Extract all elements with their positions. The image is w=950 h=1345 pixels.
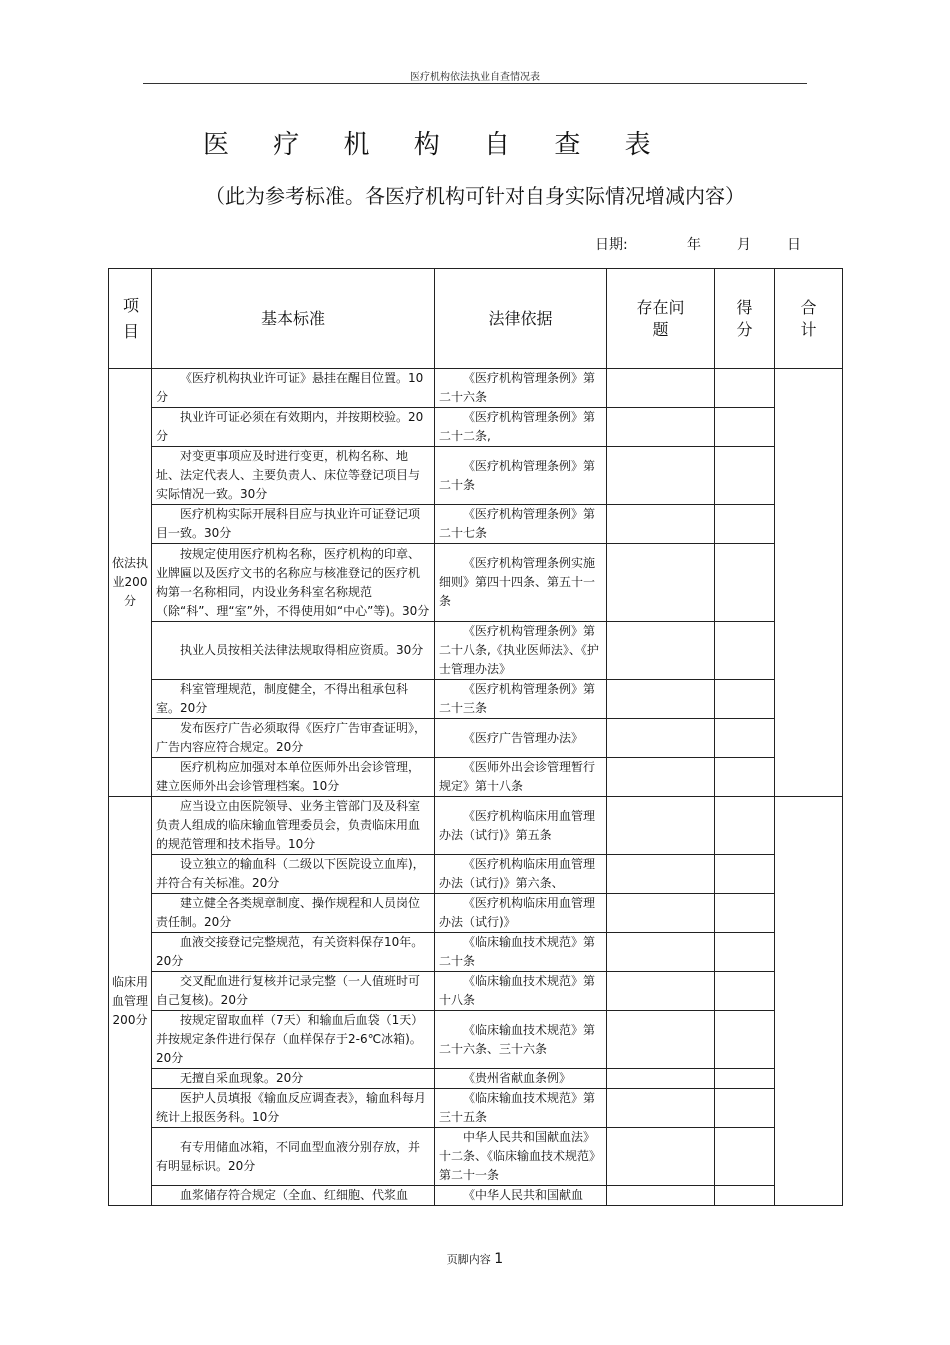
law-cell: 《临床输血技术规范》第二十条 <box>435 933 607 972</box>
score-cell[interactable] <box>715 1089 775 1128</box>
col-standard: 基本标准 <box>152 269 435 369</box>
page-footer <box>0 1251 950 1267</box>
law-cell: 《临床输血技术规范》第二十六条、三十六条 <box>435 1011 607 1069</box>
date-day: 日 <box>787 237 801 253</box>
law-cell: 中华人民共和国献血法》十二条、《临床输血技术规范》第二十一条 <box>435 1128 607 1186</box>
score-cell[interactable] <box>715 758 775 797</box>
law-cell: 《中华人民共和国献血 <box>435 1186 607 1206</box>
table-row <box>109 855 843 894</box>
standard-cell: 发布医疗广告必须取得《医疗广告审查证明》，广告内容应符合规定。20分 <box>152 719 435 758</box>
score-cell[interactable] <box>715 505 775 544</box>
table-row <box>109 1128 843 1186</box>
law-cell: 《医疗机构管理条例》第二十六条 <box>435 369 607 408</box>
standard-cell: 有专用储血冰箱，不同血型血液分别存放，并有明显标识。20分 <box>152 1128 435 1186</box>
problem-cell[interactable] <box>607 894 715 933</box>
date-label: 日期: <box>595 237 628 253</box>
standard-cell: 医疗机构应加强对本单位医师外出会诊管理，建立医师外出会诊管理档案。10分 <box>152 758 435 797</box>
score-cell[interactable] <box>715 1186 775 1206</box>
page-subtitle: （此为参考标准。各医疗机构可针对自身实际情况增减内容） <box>205 184 745 208</box>
law-cell: 《医疗机构管理条例》第二十七条 <box>435 505 607 544</box>
standard-cell: 医护人员填报《输血反应调查表》，输血科每月统计上报医务科。10分 <box>152 1089 435 1128</box>
checklist-table <box>108 268 843 1206</box>
table-row <box>109 544 843 622</box>
problem-cell[interactable] <box>607 369 715 408</box>
score-cell[interactable] <box>715 447 775 505</box>
score-cell[interactable] <box>715 1011 775 1069</box>
problem-cell[interactable] <box>607 758 715 797</box>
standard-cell: 科室管理规范，制度健全，不得出租承包科室。20分 <box>152 680 435 719</box>
problem-cell[interactable] <box>607 1186 715 1206</box>
table-row <box>109 758 843 797</box>
standard-cell: 按规定留取血样（7天）和输血后血袋（1天）并按规定条件进行保存（血样保存于2-6℃冰箱)。20分 <box>152 1011 435 1069</box>
standard-cell: 血液交接登记完整规范，有关资料保存10年。20分 <box>152 933 435 972</box>
problem-cell[interactable] <box>607 797 715 855</box>
score-cell[interactable] <box>715 972 775 1011</box>
header-row <box>109 269 843 369</box>
score-cell[interactable] <box>715 933 775 972</box>
score-cell[interactable] <box>715 1128 775 1186</box>
score-cell[interactable] <box>715 408 775 447</box>
problem-cell[interactable] <box>607 972 715 1011</box>
score-cell[interactable] <box>715 680 775 719</box>
table-row <box>109 1089 843 1128</box>
running-header: 医疗机构依法执业自查情况表 <box>410 72 540 83</box>
table-row <box>109 369 843 408</box>
footer-text: 页脚内容 <box>446 1253 491 1266</box>
problem-cell[interactable] <box>607 544 715 622</box>
total-cell[interactable] <box>775 369 843 797</box>
law-cell: 《医疗机构管理条例实施细则》第四十四条、第五十一条 <box>435 544 607 622</box>
problem-cell[interactable] <box>607 719 715 758</box>
law-cell: 《医疗机构管理条例》第二十八条,《执业医师法》、《护士管理办法》 <box>435 622 607 680</box>
col-item: 项 目 <box>109 269 152 369</box>
problem-cell[interactable] <box>607 855 715 894</box>
table-row <box>109 1011 843 1069</box>
law-cell: 《临床输血技术规范》第十八条 <box>435 972 607 1011</box>
table-row <box>109 447 843 505</box>
law-cell: 《临床输血技术规范》第三十五条 <box>435 1089 607 1128</box>
col-total: 合计 <box>775 269 843 369</box>
score-cell[interactable] <box>715 797 775 855</box>
table-row <box>109 719 843 758</box>
col-law: 法律依据 <box>435 269 607 369</box>
score-cell[interactable] <box>715 719 775 758</box>
law-cell: 《医疗机构管理条例》第二十三条 <box>435 680 607 719</box>
standard-cell: 执业许可证必须在有效期内，并按期校验。20分 <box>152 408 435 447</box>
standard-cell: 执业人员按相关法律法规取得相应资质。30分 <box>152 622 435 680</box>
date-line <box>595 234 801 254</box>
table-row <box>109 505 843 544</box>
standard-cell: 建立健全各类规章制度、操作规程和人员岗位责任制。20分 <box>152 894 435 933</box>
score-cell[interactable] <box>715 1069 775 1089</box>
table-row <box>109 797 843 855</box>
standard-cell: 医疗机构实际开展科目应与执业许可证登记项目一致。30分 <box>152 505 435 544</box>
problem-cell[interactable] <box>607 622 715 680</box>
page-title: 医 疗 机 构 自 查 表 <box>203 130 669 160</box>
problem-cell[interactable] <box>607 933 715 972</box>
law-cell: 《医师外出会诊管理暂行规定》第十八条 <box>435 758 607 797</box>
problem-cell[interactable] <box>607 680 715 719</box>
date-year: 年 <box>687 237 701 253</box>
table-row <box>109 894 843 933</box>
date-month: 月 <box>737 237 751 253</box>
score-cell[interactable] <box>715 369 775 408</box>
law-cell: 《医疗机构临床用血管理办法（试行)》第五条 <box>435 797 607 855</box>
problem-cell[interactable] <box>607 1011 715 1069</box>
law-cell: 《医疗广告管理办法》 <box>435 719 607 758</box>
score-cell[interactable] <box>715 544 775 622</box>
table-row <box>109 622 843 680</box>
standard-cell: 血浆储存符合规定（全血、红细胞、代浆血 <box>152 1186 435 1206</box>
problem-cell[interactable] <box>607 1069 715 1089</box>
standard-cell: 按规定使用医疗机构名称，医疗机构的印章、业牌匾以及医疗文书的名称应与核准登记的医疗机构第一名称相同，内设业务科室名称规范（除“科”、理“室”外，不得使用如“中心”等)。30分 <box>152 544 435 622</box>
standard-cell: 《医疗机构执业许可证》悬挂在醒目位置。10分 <box>152 369 435 408</box>
problem-cell[interactable] <box>607 1089 715 1128</box>
col-problem: 存在问题 <box>607 269 715 369</box>
standard-cell: 无擅自采血现象。20分 <box>152 1069 435 1089</box>
header-rule <box>143 83 807 84</box>
problem-cell[interactable] <box>607 505 715 544</box>
score-cell[interactable] <box>715 622 775 680</box>
table-row <box>109 680 843 719</box>
col-score: 得分 <box>715 269 775 369</box>
table-row <box>109 972 843 1011</box>
standard-cell: 应当设立由医院领导、业务主管部门及及科室负责人组成的临床输血管理委员会，负责临床用血的规范管理和技术指导。10分 <box>152 797 435 855</box>
total-cell[interactable] <box>775 797 843 1206</box>
table-row <box>109 1069 843 1089</box>
page-number: 1 <box>494 1251 504 1267</box>
score-cell[interactable] <box>715 894 775 933</box>
standard-cell: 设立独立的输血科（二级以下医院设立血库)，并符合有关标准。20分 <box>152 855 435 894</box>
law-cell: 《医疗机构临床用血管理办法（试行)》第六条、 <box>435 855 607 894</box>
standard-cell: 对变更事项应及时进行变更，机构名称、地址、法定代表人、主要负责人、床位等登记项目与实际情况一致。30分 <box>152 447 435 505</box>
section-name: 依法执业200分 <box>109 369 152 797</box>
law-cell: 《医疗机构管理条例》第二十二条, <box>435 408 607 447</box>
problem-cell[interactable] <box>607 447 715 505</box>
section-name: 临床用血管理200分 <box>109 797 152 1206</box>
law-cell: 《医疗机构临床用血管理办法（试行)》 <box>435 894 607 933</box>
law-cell: 《贵州省献血条例》 <box>435 1069 607 1089</box>
law-cell: 《医疗机构管理条例》第二十条 <box>435 447 607 505</box>
table-row <box>109 933 843 972</box>
problem-cell[interactable] <box>607 1128 715 1186</box>
table-row <box>109 408 843 447</box>
problem-cell[interactable] <box>607 408 715 447</box>
table-row <box>109 1186 843 1206</box>
standard-cell: 交叉配血进行复核并记录完整（一人值班时可自己复核)。20分 <box>152 972 435 1011</box>
score-cell[interactable] <box>715 855 775 894</box>
